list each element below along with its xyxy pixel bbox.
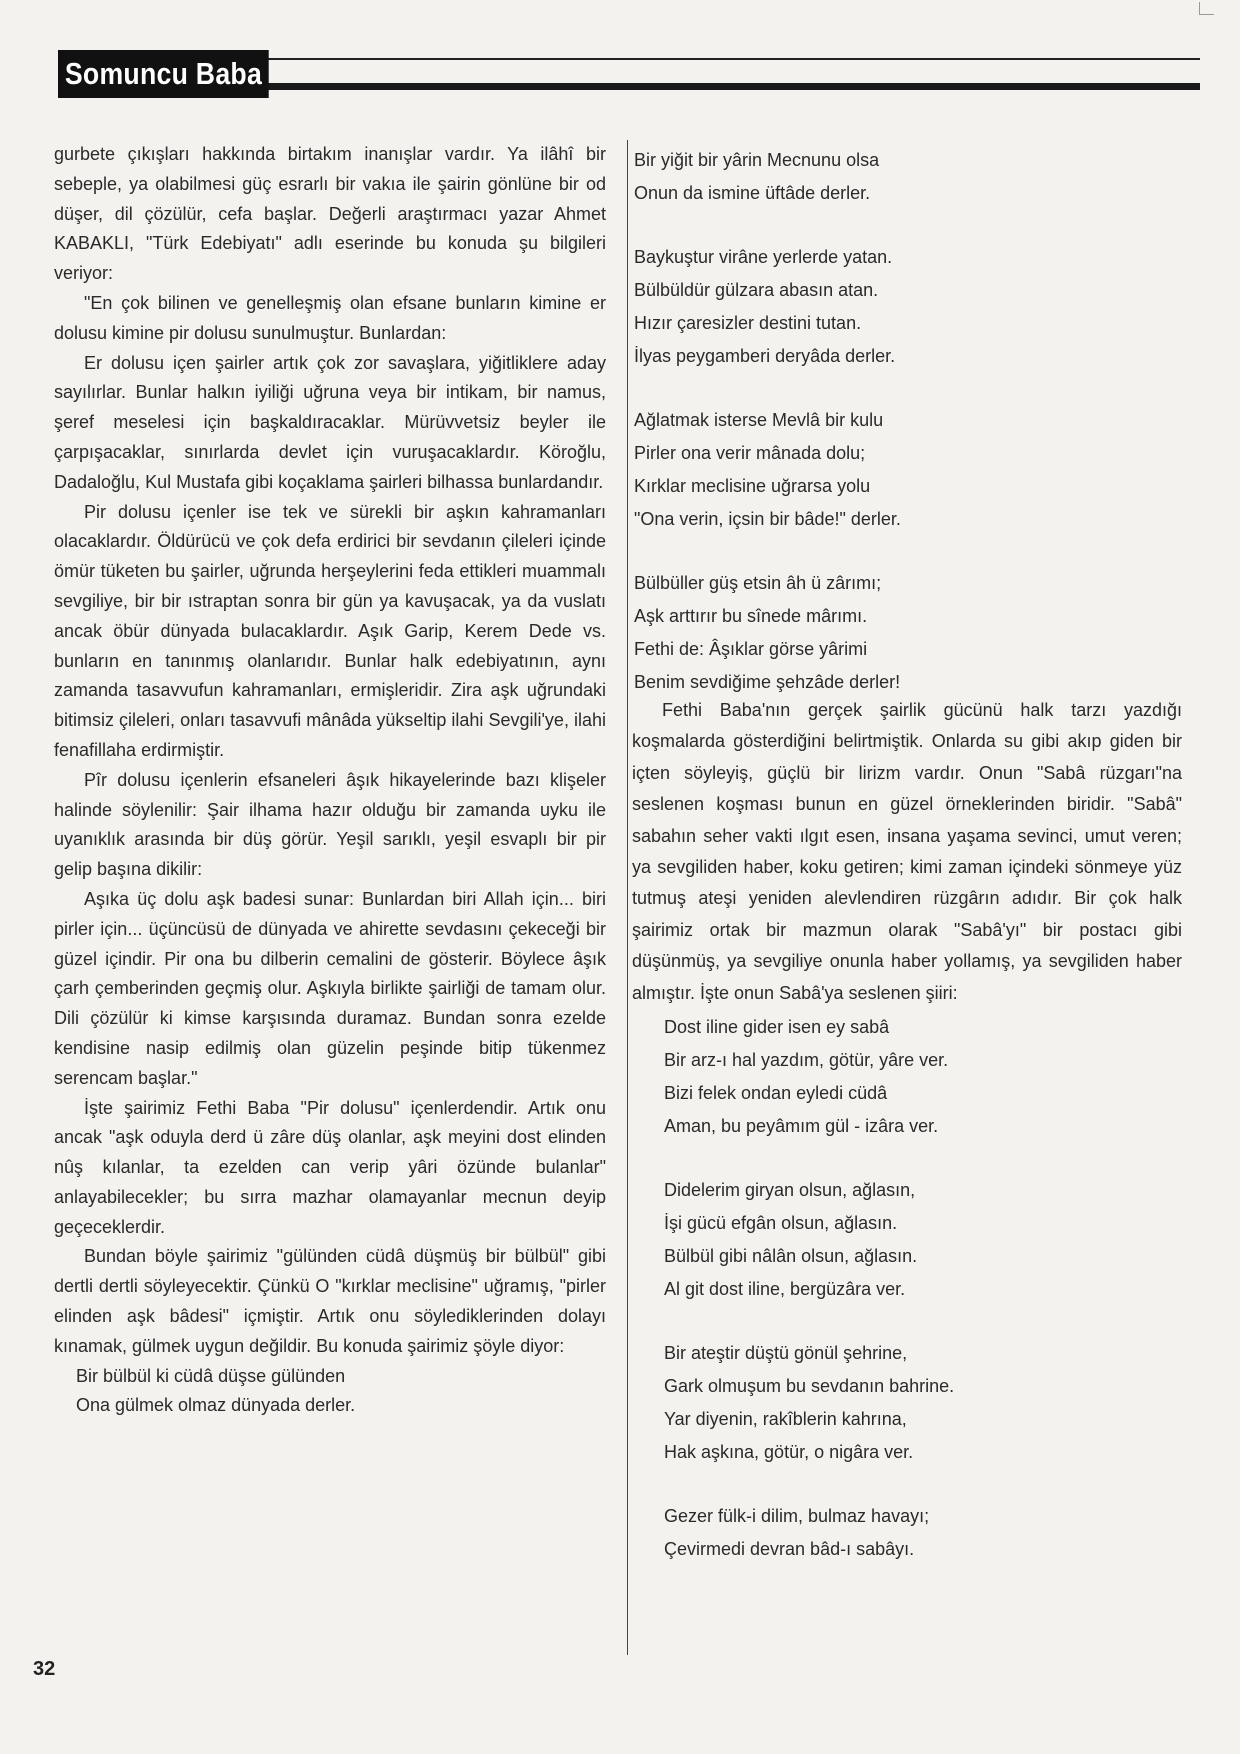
stanza <box>634 404 1182 536</box>
paragraph: Er dolusu içen şairler artık çok zor savaşlara, yiğitliklere aday sayılırlar. Bunlar halkın iyiliği uğruna veya bir intikam, bir namus, şeref meselesi için başkaldıracaklar. Mürüvvetsiz beyler ile çarpışacaklar, sınırlarda devlet için vuruşacaklardır. Köroğlu, Dadaloğlu, Kul Mustafa gibi koçaklama şairleri bilhassa bunlardandır. <box>54 352 606 492</box>
verse-line: Bülbüldür gülzara abasın atan. <box>634 280 879 300</box>
poem-stanza <box>664 1011 1182 1143</box>
verse-line: Fethi de: Âşıklar görse yârimi <box>634 639 868 659</box>
verse-line: Pirler ona verir mânada dolu; <box>634 443 866 463</box>
verse-line: Aman, bu peyâmım gül - izâra ver. <box>664 1116 939 1137</box>
verse-line: Bir ateştir düştü gönül şehrine, <box>664 1343 908 1364</box>
verse-line: Bir bülbül ki cüdâ düşse gülünden <box>76 1365 346 1386</box>
verse-line: Çevirmedi devran bâd-ı sabâyı. <box>664 1539 915 1560</box>
page-header <box>58 50 1200 100</box>
paragraph: Fethi Baba'nın gerçek şairlik gücünü halk tarzı yazdığı koşmalarda gösterdiğini belirtmiştik. Onlarda su gibi akıp giden bir içten söyleyiş, güçlü bir lirizm vardır. Onun "Sabâ rüzgarı"na seslenen koşması bunun en güzel örneklerinden biridir. "Sabâ" sabahın seher vakti ılgıt esen, insana yaşama sevinci, umut veren; ya sevgiliden haber, koku getiren; kimi zaman içindeki sönmeye yüz tutmuş ateşi yeniden alevlendiren rüzgârın adıdır. Bir çok halk şairimiz ortak bir mazmun olarak "Sabâ'yı" bir postacı gibi düşünmüş, ya sevgiliye onunla haber yollamış, ya sevgiliden haber almıştır. İşte onun Sabâ'ya seslenen şiiri: <box>632 700 1182 1003</box>
verse-line: İlyas peygamberi deryâda derler. <box>634 346 896 366</box>
header-thick-rule <box>268 83 1200 90</box>
verse-line: Baykuştur virâne yerlerde yatan. <box>634 247 893 267</box>
verse-line: Al git dost iline, bergüzâra ver. <box>664 1279 906 1300</box>
verse-line: "Ona verin, içsin bir bâde!" derler. <box>634 509 901 529</box>
verse-line: Bülbül gibi nâlân olsun, ağlasın. <box>664 1246 918 1267</box>
verse-line: İşi gücü efgân olsun, ağlasın. <box>664 1213 898 1234</box>
verse-line: Benim sevdiğime şehzâde derler! <box>634 672 901 692</box>
verse-line: Hızır çaresizler destini tutan. <box>634 313 862 333</box>
poem-stanza <box>664 1500 1182 1566</box>
verse-line: Bir arz-ı hal yazdım, götür, yâre ver. <box>664 1050 949 1071</box>
verse-line: Ağlatmak isterse Mevlâ bir kulu <box>634 410 884 430</box>
verse-line: Dost iline gider isen ey sabâ <box>664 1017 890 1038</box>
paragraph: Aşıka üç dolu aşk badesi sunar: Bunlardan biri Allah için... biri pirler için... üçüncüsü de dünyada ve ahirette sevdasını çekeceği bir güzel içindir. Pir ona bu dilberin cemalini de gösterir. Böylece âşık çarh çemberinden geçmiş olur. Aşkıyla birlikte şairliği de tamam olur. Dili çözülür ki kimse karşısında duramaz. Bundan sonra ezelde kendisine nasip edilmiş olan güzelin peşinde bitip tükenmez serencam başlar." <box>54 888 606 1088</box>
verse-line: Gark olmuşum bu sevdanın bahrine. <box>664 1376 955 1397</box>
verse-line: Bülbüller güş etsin âh ü zârımı; <box>634 573 882 593</box>
verse-line: Bizi felek ondan eyledi cüdâ <box>664 1083 888 1104</box>
paragraph: İşte şairimiz Fethi Baba "Pir dolusu" içenlerdendir. Artık onu ancak "aşk oduyla derd ü zâre düş olanlar, aşk meyini dost elinden nûş kılanlar, ta ezelden can verip yâri özünde bulanlar" anlayabilecekler; bu sırra mazhar olamayanlar mecnun deyip geçeceklerdir. <box>54 1097 606 1237</box>
verse-line: Onun da ismine üftâde derler. <box>634 183 871 203</box>
paragraph: "En çok bilinen ve genelleşmiş olan efsane bunların kimine er dolusu kimine pir dolusu sunulmuştur. Bunlardan: <box>54 292 606 343</box>
verse-block <box>54 1362 606 1422</box>
paragraph: gurbete çıkışları hakkında birtakım inanışlar vardır. Ya ilâhî bir sebeple, ya olabilmesi güç esrarlı bir vakıa ile şairin gönlüne bir od düşer, dil çözülür, cefa başlar. Değerli araştırmacı yazar Ahmet KABAKLI, "Türk Edebiyatı" adlı eserinde bu konuda şu bilgileri veriyor: <box>54 144 606 284</box>
header-thin-rule <box>268 58 1200 60</box>
verse-line: Bir yiğit bir yârin Mecnunu olsa <box>634 150 880 170</box>
verse-line: Kırklar meclisine uğrarsa yolu <box>634 476 871 496</box>
poem-stanza <box>664 1337 1182 1469</box>
paragraph: Pir dolusu içenler ise tek ve sürekli bir aşkın kahramanları olacaklardır. Öldürücü ve çok defa erdirici bir sevdanın çileleri içinde ömür tüketen bu şairler, uğrunda herşeylerini feda ettikleri muammalı sevgiliye, bir bir ıstraptan sonra bir gün ya kavuşacak, ya da vuslatı ancak öbür dünyada bulacaklardır. Aşık Garip, Kerem Dede vs. bunların en tanınmış olanlarıdır. Bunlar halk edebiyatının, aynı zamanda tasavvufun kahramanları, ermişleridir. Zira aşk uğrundaki bitimsiz çileleri, onları tasavvufi mânâda yükseltip ilahi Sevgili'ye, ilahi fenafillaha erdirmiştir. <box>54 501 606 760</box>
verse-line: Yar diyenin, rakîblerin kahrına, <box>664 1409 907 1430</box>
verse-line: Aşk arttırır bu sînede mârımı. <box>634 606 868 626</box>
stanza <box>634 144 1182 210</box>
paragraph: Pîr dolusu içenlerin efsaneleri âşık hikayelerinde bazı klişeler halinde söylenilir: Şair ilhama hazır olduğu bir zamanda uyku ile uyanıklık arasında bir düş görür. Yeşil sarıklı, yeşil esvaplı bir pir gelip başına dikilir: <box>54 769 606 880</box>
right-column <box>634 144 1182 1566</box>
magazine-title: Somuncu Baba <box>58 50 269 98</box>
page-number: 32 <box>33 1658 56 1680</box>
poem-stanza <box>664 1174 1182 1306</box>
verse-line: Gezer fülk-i dilim, bulmaz havayı; <box>664 1506 930 1527</box>
left-column <box>54 140 606 1421</box>
verse-line: Ona gülmek olmaz dünyada derler. <box>76 1395 356 1416</box>
verse-line: Didelerim giryan olsun, ağlasın, <box>664 1180 916 1201</box>
stanza <box>634 567 1182 699</box>
paragraph: Bundan böyle şairimiz "gülünden cüdâ düşmüş bir bülbül" gibi dertli dertli söyleyecektir. Çünkü O "kırklar meclisine" uğramış, "pirler elinden aşk bâdesi" içmiştir. Artık onu söylediklerinden dolayı kınamak, gülmek uygun değildir. Bu konuda şairimiz şöyle diyor: <box>54 1246 606 1356</box>
verse-line: Hak aşkına, götür, o nigâra ver. <box>664 1442 914 1463</box>
corner-mark <box>1199 2 1214 15</box>
column-divider <box>627 140 628 1655</box>
stanza <box>634 241 1182 373</box>
